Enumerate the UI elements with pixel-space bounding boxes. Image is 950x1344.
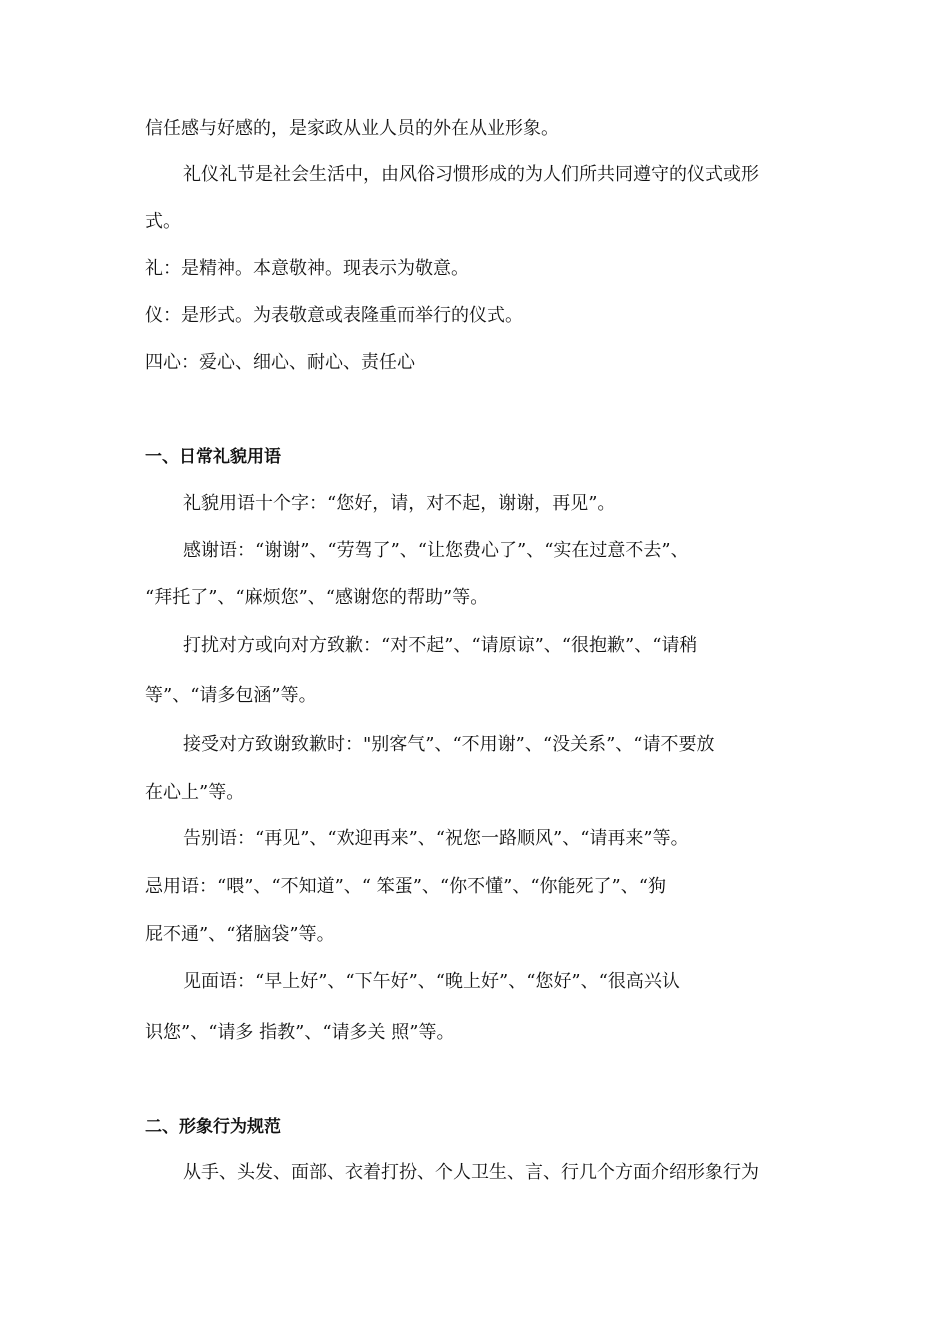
section-heading-1: 一、日常礼貌用语 — [145, 447, 281, 467]
text-line: 见面语：“早上好”、“下午好”、“晚上好”、“您好”、“很高兴认 — [183, 971, 680, 992]
text-line: “拜托了”、“麻烦您”、“感谢您的帮助”等。 — [145, 587, 489, 608]
text-line: 识您”、“请多 指教”、“请多关 照”等。 — [145, 1022, 455, 1043]
text-line: 式。 — [145, 211, 181, 232]
text-line: 四心：爱心、细心、耐心、责任心 — [145, 352, 415, 373]
text-line: 等”、“请多包涵”等。 — [145, 685, 317, 706]
text-line: 感谢语：“谢谢”、“劳驾了”、“让您费心了”、“实在过意不去”、 — [183, 540, 689, 561]
section-heading-2: 二、形象行为规范 — [145, 1117, 281, 1137]
text-line: 仪：是形式。为表敬意或表隆重而举行的仪式。 — [145, 305, 523, 326]
text-line: 信任感与好感的，是家政从业人员的外在从业形象。 — [145, 118, 559, 139]
text-line: 礼貌用语十个字：“您好，请，对不起，谢谢，再见”。 — [183, 493, 616, 514]
text-line: 从手、头发、面部、衣着打扮、个人卫生、言、行几个方面介绍形象行为 — [183, 1162, 759, 1183]
text-line: 礼：是精神。本意敬神。现表示为敬意。 — [145, 258, 469, 279]
text-line: 礼仪礼节是社会生活中，由风俗习惯形成的为人们所共同遵守的仪式或形 — [183, 164, 759, 185]
text-line: 在心上”等。 — [145, 782, 245, 803]
text-line: 打扰对方或向对方致歉：“对不起”、“请原谅”、“很抱歉”、“请稍 — [183, 635, 698, 656]
text-line: 接受对方致谢致歉时："别客气”、“不用谢”、“没关系”、“请不要放 — [183, 734, 715, 755]
text-line: 忌用语：“喂”、“不知道”、“ 笨蛋”、“你不懂”、“你能死了”、“狗 — [145, 876, 666, 897]
text-line: 屁不通”、“猪脑袋”等。 — [145, 924, 335, 945]
text-line: 告别语：“再见”、“欢迎再来”、“祝您一路顺风”、“请再来”等。 — [183, 828, 689, 849]
